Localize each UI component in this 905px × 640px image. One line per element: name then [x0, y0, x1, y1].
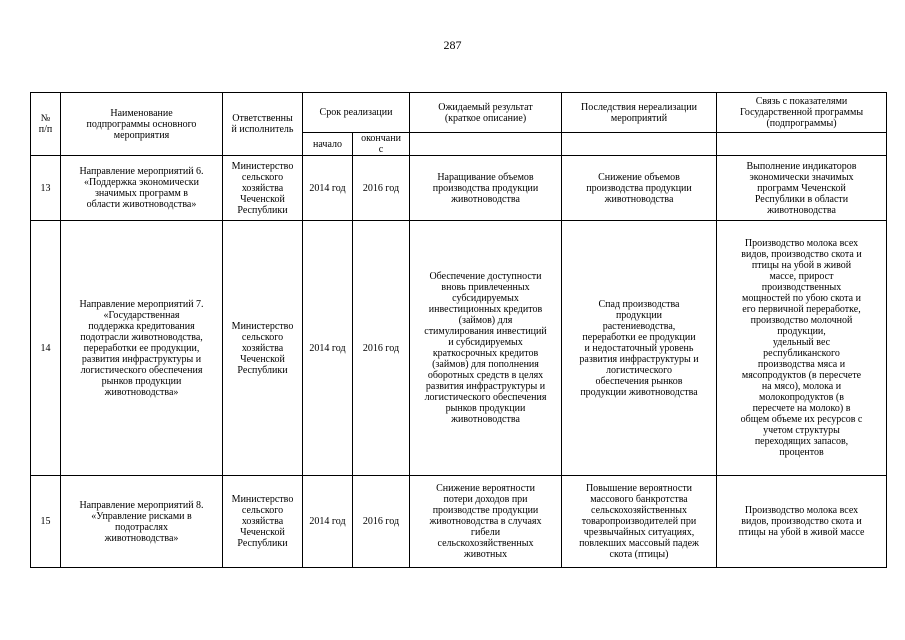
table-row [31, 156, 887, 221]
page-number: 287 [443, 38, 462, 52]
row-start: 2014 год [303, 476, 353, 568]
header-responsible: Ответственны й исполнитель [223, 93, 303, 156]
row-consequences: Повышение вероятности массового банкротства сельскохозяйственных товаропроизводителей при чрезвычайных ситуациях, повлекших массовый падеж скота (птицы) [562, 476, 717, 568]
row-end: 2016 год [353, 156, 410, 221]
header-relation-empty [717, 133, 887, 156]
header-start: начало [303, 133, 353, 156]
row-consequences: Спад производства продукции растениеводства, переработки ее продукции и недостаточный уровень развития инфраструктуры и логистического обеспечения рынков продукции животноводства [562, 221, 717, 476]
row-end: 2016 год [353, 476, 410, 568]
row-num: 15 [31, 476, 61, 568]
header-name: Наименование подпрограммы основного мероприятия [61, 93, 223, 156]
row-start: 2014 год [303, 221, 353, 476]
row-name: Направление мероприятий 8. «Управление рисками в подотраслях животноводства» [61, 476, 223, 568]
row-relation: Выполнение индикаторов экономически значимых программ Чеченской Республики в области животноводства [717, 156, 887, 221]
header-consequences-empty [562, 133, 717, 156]
row-name: Направление мероприятий 6. «Поддержка экономически значимых программ в области животноводства» [61, 156, 223, 221]
program-table [30, 92, 887, 568]
header-consequences: Последствия нереализации мероприятий [562, 93, 717, 133]
header-end: окончани с [353, 133, 410, 156]
row-start: 2014 год [303, 156, 353, 221]
row-consequences: Снижение объемов производства продукции животноводства [562, 156, 717, 221]
header-result: Ожидаемый результат (краткое описание) [410, 93, 562, 133]
row-result: Обеспечение доступности вновь привлеченных субсидируемых инвестиционных кредитов (займов) для стимулирования инвестиций и субсидируемых краткосрочных кредитов (займов) для пополнения оборотных средств в целях развития инфраструктуры и логистического обеспечения рынков продукции животноводства [410, 221, 562, 476]
row-num: 13 [31, 156, 61, 221]
header-num: № п/п [31, 93, 61, 156]
row-end: 2016 год [353, 221, 410, 476]
row-responsible: Министерство сельского хозяйства Чеченской Республики [223, 156, 303, 221]
table-row [31, 476, 887, 568]
header-result-empty [410, 133, 562, 156]
row-num: 14 [31, 221, 61, 476]
row-responsible: Министерство сельского хозяйства Чеченской Республики [223, 476, 303, 568]
table-row [31, 221, 887, 476]
row-result: Наращивание объемов производства продукции животноводства [410, 156, 562, 221]
row-name: Направление мероприятий 7. «Государственная поддержка кредитования подотрасли животноводства, переработки ее продукции, развития инфраструктуры и логистического обеспечения рынков продукции животноводства» [61, 221, 223, 476]
row-responsible: Министерство сельского хозяйства Чеченской Республики [223, 221, 303, 476]
header-relation: Связь с показателями Государственной программы (подпрограммы) [717, 93, 887, 133]
row-relation: Производство молока всех видов, производство скота и птицы на убой в живой массе [717, 476, 887, 568]
header-row [31, 93, 887, 133]
row-result: Снижение вероятности потери доходов при производстве продукции животноводства в случаях гибели сельскохозяйственных животных [410, 476, 562, 568]
header-period: Срок реализации [303, 93, 410, 133]
row-relation: Производство молока всех видов, производство скота и птицы на убой в живой массе, прирост производственных мощностей по убою скота и его первичной переработке, производство молочной продукции, удельный вес республиканского производства мяса и мясопродуктов (в пересчете на мясо), молока и молокопродуктов (в пересчете на молоко) в общем объеме их ресурсов с учетом структуры переходящих запасов, процентов [717, 221, 887, 476]
